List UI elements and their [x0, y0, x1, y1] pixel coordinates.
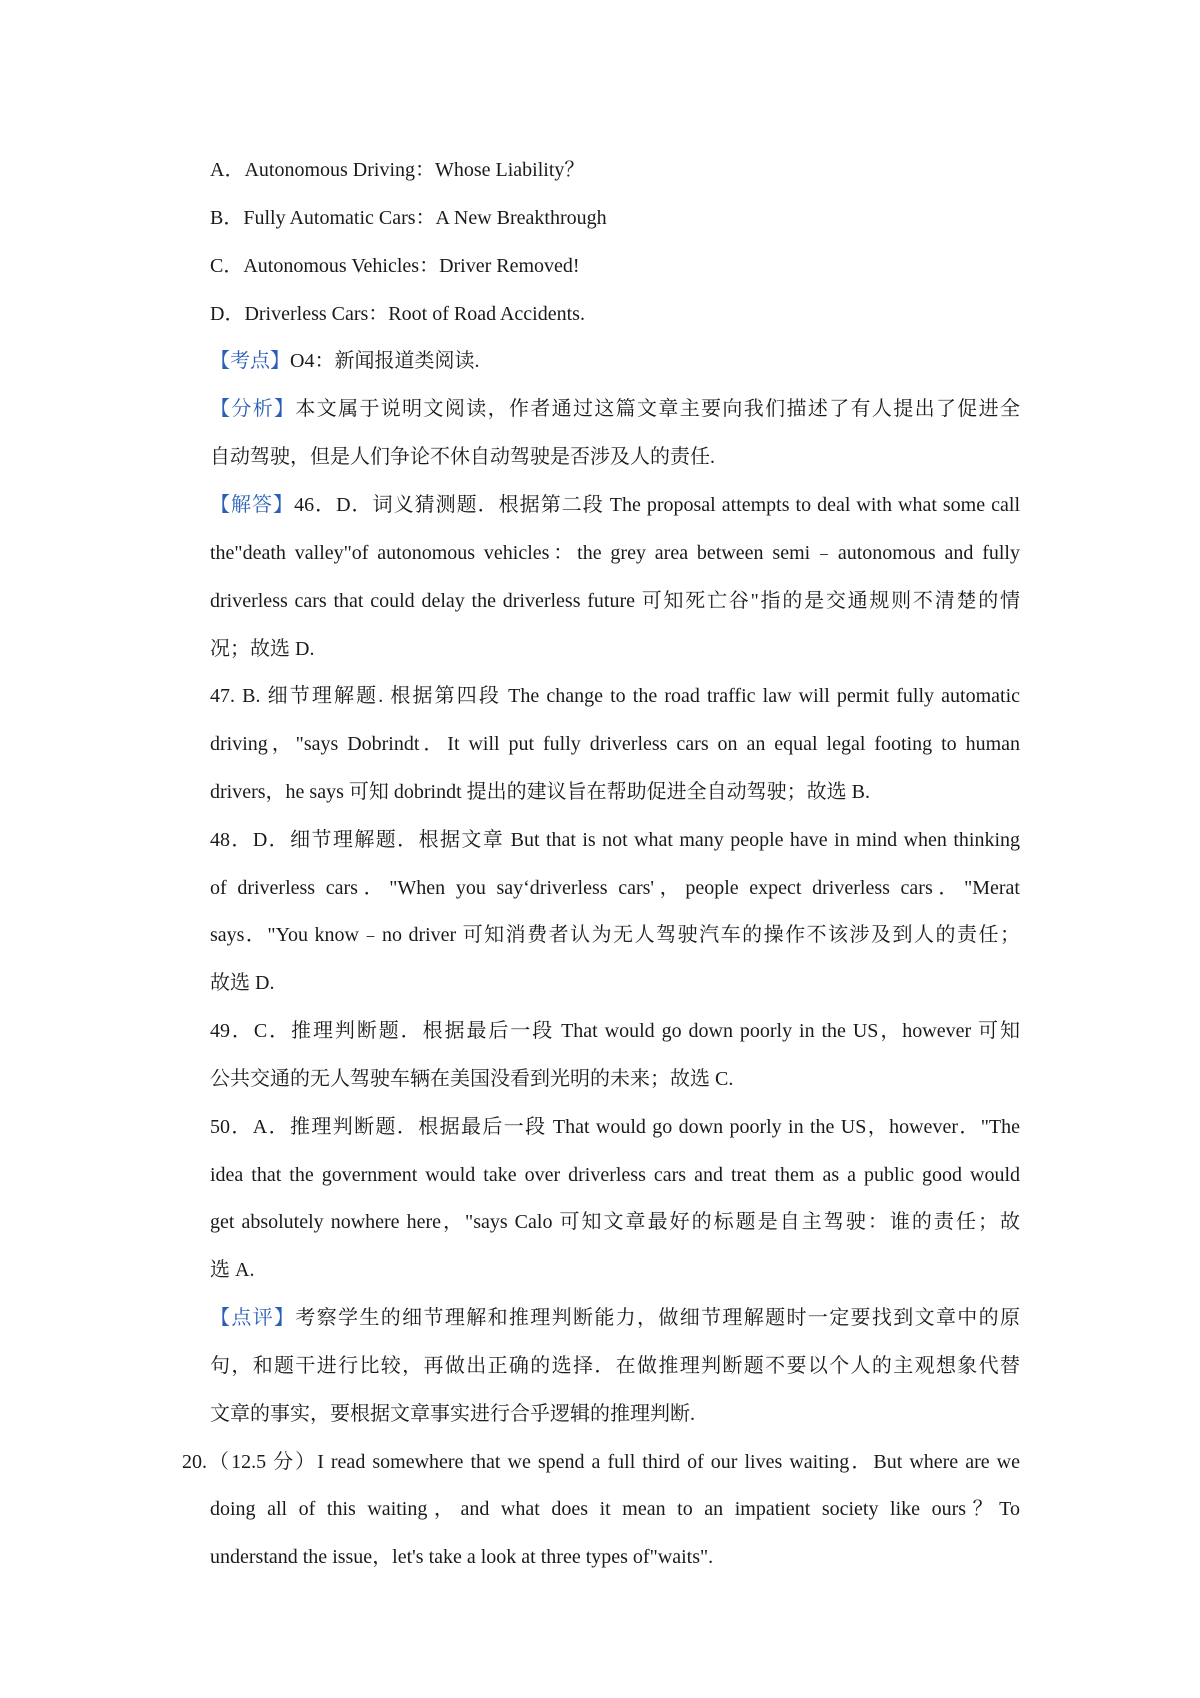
- fenxi-tag: 【分析】: [210, 398, 296, 420]
- question-20-line-3: understand the issue，let's take a look at three types of"waits".: [210, 1546, 714, 1568]
- option-a: A．Autonomous Driving：Whose Liability？: [210, 159, 585, 181]
- kaodian-tag: 【考点】: [210, 350, 290, 372]
- fenxi-text-1: 本文属于说明文阅读，作者通过这篇文章主要向我们描述了有人提出了促进全: [295, 398, 1021, 420]
- question-20-line-1: 20.（12.5 分）I read somewhere that we spend a full third of our lives waiting．But where are we: [182, 1451, 1020, 1473]
- dianping-tag: 【点评】: [210, 1307, 296, 1329]
- fenxi-line-2: 自动驾驶，但是人们争论不休自动驾驶是否涉及人的责任.: [210, 446, 715, 468]
- jieda-line-2: the"death valley"of autonomous vehicles：the grey area between semi﹣autonomous and fully: [210, 542, 1020, 564]
- dianping-text-1: 考察学生的细节理解和推理判断能力，做细节理解题时一定要找到文章中的原: [295, 1307, 1021, 1329]
- dianping-line-3: 文章的事实，要根据文章事实进行合乎逻辑的推理判断.: [210, 1403, 695, 1425]
- kaodian-text: O4：新闻报道类阅读.: [290, 350, 480, 372]
- jieda-text-1: 46．D．词义猜测题．根据第二段 The proposal attempts to deal with what some call: [294, 494, 1020, 516]
- answer-50-line-4: 选 A.: [210, 1259, 255, 1281]
- option-c: C．Autonomous Vehicles：Driver Removed!: [210, 255, 580, 277]
- option-b: B．Fully Automatic Cars：A New Breakthrough: [210, 207, 607, 229]
- answer-47-line-3: drivers，he says 可知 dobrindt 提出的建议旨在帮助促进全自动驾驶；故选 B.: [210, 781, 870, 803]
- fenxi-line-1: [210, 395, 1020, 423]
- answer-49-line-1: 49．C．推理判断题．根据最后一段 That would go down poorly in the US，however 可知: [210, 1020, 1020, 1042]
- answer-47-line-1: 47. B. 细节理解题. 根据第四段 The change to the road traffic law will permit fully automatic: [210, 685, 1020, 707]
- answer-50-line-3: get absolutely nowhere here，"says Calo 可知文章最好的标题是自主驾驶：谁的责任；故: [210, 1211, 1020, 1233]
- dianping-line-2: 句，和题干进行比较，再做出正确的选择．在做推理判断题不要以个人的主观想象代替: [210, 1355, 1020, 1377]
- question-20-line-2: doing all of this waiting，and what does it mean to an impatient society like ours？To: [210, 1498, 1020, 1520]
- option-d: D．Driverless Cars：Root of Road Accidents.: [210, 303, 585, 325]
- answer-47-line-2: driving，"says Dobrindt．It will put fully driverless cars on an equal legal footing to human: [210, 733, 1020, 755]
- answer-48-line-3: says．"You know﹣no driver 可知消费者认为无人驾驶汽车的操作不该涉及到人的责任；: [210, 924, 1020, 946]
- answer-49-line-2: 公共交通的无人驾驶车辆在美国没看到光明的未来；故选 C.: [210, 1068, 734, 1090]
- jieda-line-3: driverless cars that could delay the driverless future 可知死亡谷"指的是交通规则不清楚的情: [210, 590, 1020, 612]
- answer-48-line-2: of driverless cars．"When you say‘driverless cars'，people expect driverless cars．"Merat: [210, 877, 1020, 899]
- dianping-line-1: [210, 1304, 1020, 1332]
- answer-50-line-2: idea that the government would take over driverless cars and treat them as a public good would: [210, 1164, 1020, 1186]
- answer-48-line-1: 48．D．细节理解题．根据文章 But that is not what many people have in mind when thinking: [210, 829, 1020, 851]
- answer-48-line-4: 故选 D.: [210, 972, 275, 994]
- jieda-line-1: [210, 491, 1020, 519]
- kaodian-line: [210, 347, 1020, 375]
- answer-50-line-1: 50．A．推理判断题．根据最后一段 That would go down poorly in the US，however．"The: [210, 1116, 1020, 1138]
- jieda-line-4: 况；故选 D.: [210, 638, 315, 660]
- jieda-tag: 【解答】: [210, 494, 295, 516]
